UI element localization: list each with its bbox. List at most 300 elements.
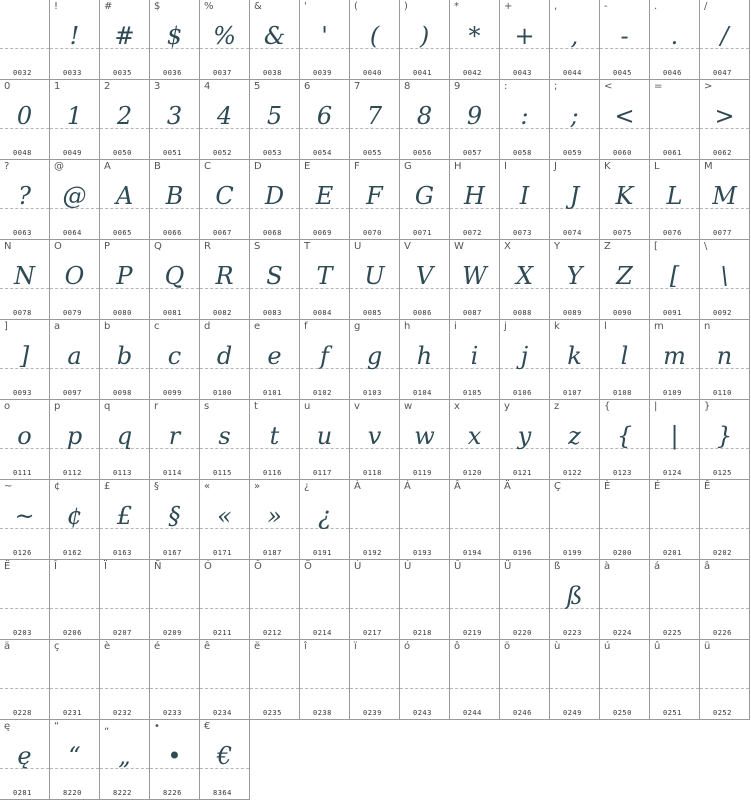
glyph-char-label: r [154,401,159,412]
glyph-sample: ę [17,742,32,770]
glyph-code: 0084 [313,309,332,317]
glyph-char-label: 8 [404,81,411,92]
glyph-cell [700,480,750,560]
glyph-cell [650,320,700,400]
glyph-sample: T [316,262,333,290]
glyph-sample: v [367,422,382,450]
glyph-cell [300,240,350,320]
glyph-code: 0039 [313,69,332,77]
glyph-cell [150,640,200,720]
glyph-char-label: # [104,1,113,12]
glyph-sample: , [570,22,579,50]
glyph-cell [250,0,300,80]
glyph-sample: : [520,102,529,130]
glyph-code: 0067 [213,229,232,237]
glyph-code: 8226 [163,789,182,797]
glyph-char-label: O [54,241,62,252]
glyph-cell [50,0,100,80]
glyph-code: 0228 [13,709,32,717]
glyph-code: 0116 [263,469,282,477]
glyph-sample: ) [419,22,430,50]
glyph-cell [250,560,300,640]
glyph-cell [100,400,150,480]
glyph-char-label: [ [654,241,658,252]
glyph-sample: F [366,182,383,210]
glyph-cell [350,560,400,640]
glyph-sample: S [266,262,283,290]
glyph-cell [0,720,50,800]
glyph-cell [250,240,300,320]
glyph-sample: 4 [216,102,233,130]
glyph-cell [200,160,250,240]
glyph-cell [300,320,350,400]
glyph-code: 0193 [413,549,432,557]
glyph-cell [150,240,200,320]
glyph-code: 0041 [413,69,432,77]
glyph-cell [450,0,500,80]
glyph-cell [600,80,650,160]
glyph-code: 0224 [613,629,632,637]
glyph-sample: e [267,342,282,370]
glyph-code: 0114 [163,469,182,477]
glyph-char-label: S [254,241,261,252]
glyph-char-label: € [204,721,211,732]
glyph-code: 0246 [513,709,532,717]
glyph-code: 0252 [713,709,732,717]
glyph-char-label: g [354,321,361,332]
glyph-cell [650,400,700,480]
glyph-cell [500,640,550,720]
glyph-cell [700,160,750,240]
glyph-sample [650,494,699,538]
glyph-char-label: X [504,241,511,252]
glyph-code: 0234 [213,709,232,717]
glyph-char-label: Ñ [154,561,162,572]
glyph-char-label: 7 [354,81,361,92]
glyph-char-label: Ö [304,561,312,572]
glyph-sample: P [116,262,133,290]
glyph-code: 0081 [163,309,182,317]
glyph-cell [100,560,150,640]
glyph-cell [150,160,200,240]
glyph-char-label: £ [104,481,111,492]
glyph-cell [650,240,700,320]
glyph-char-label: - [604,1,608,12]
glyph-code: 0040 [363,69,382,77]
glyph-char-label: H [454,161,462,172]
glyph-sample: k [567,342,582,370]
glyph-sample: * [468,22,481,50]
glyph-char-label: c [154,321,160,332]
glyph-sample: d [216,342,233,370]
glyph-cell [300,480,350,560]
glyph-sample: n [716,342,733,370]
glyph-sample [650,654,699,698]
glyph-cell [0,0,50,80]
glyph-code: 0045 [613,69,632,77]
glyph-char-label: ô [454,641,461,652]
glyph-char-label: b [104,321,111,332]
glyph-sample [0,654,49,698]
glyph-char-label: , [554,1,558,12]
glyph-cell [250,320,300,400]
glyph-char-label: 4 [204,81,211,92]
glyph-char-label: } [704,401,711,412]
glyph-cell [150,80,200,160]
glyph-char-label: Î [54,561,57,572]
glyph-cell [350,240,400,320]
glyph-sample: | [670,422,679,450]
glyph-code: 0239 [363,709,382,717]
glyph-cell [650,640,700,720]
glyph-code: 0089 [563,309,582,317]
glyph-code: 0066 [163,229,182,237]
glyph-char-label: C [204,161,211,172]
glyph-code: 0108 [613,389,632,397]
glyph-sample: u [316,422,333,450]
glyph-sample: 7 [366,102,383,130]
glyph-code: 0171 [213,549,232,557]
glyph-char-label: ! [54,1,59,12]
glyph-code: 0091 [663,309,682,317]
glyph-code: 0207 [113,629,132,637]
glyph-char-label: + [504,1,513,12]
glyph-sample: W [462,262,487,290]
glyph-char-label: N [4,241,12,252]
glyph-sample: . [670,22,679,50]
glyph-code: 0065 [113,229,132,237]
glyph-cell [300,80,350,160]
glyph-cell [50,240,100,320]
glyph-char-label: < [604,81,613,92]
glyph-char-label: ¢ [54,481,61,492]
glyph-cell [600,160,650,240]
glyph-sample [0,574,49,618]
glyph-sample: - [620,22,629,50]
glyph-char-label: W [454,241,464,252]
glyph-char-label: ) [404,1,408,12]
glyph-cell [150,560,200,640]
glyph-code: 0194 [463,549,482,557]
glyph-sample: ¢ [66,502,83,530]
glyph-sample: m [663,342,686,370]
glyph-char-label: v [354,401,360,412]
glyph-char-label: î [304,641,307,652]
glyph-sample: 9 [466,102,483,130]
glyph-cell [100,720,150,800]
glyph-cell [250,400,300,480]
glyph-cell [200,640,250,720]
glyph-sample [250,654,299,698]
glyph-code: 8220 [63,789,82,797]
glyph-sample [300,654,349,698]
glyph-code: 0100 [213,389,232,397]
glyph-cell [500,560,550,640]
glyph-sample: + [514,22,535,50]
glyph-char-label: m [654,321,664,332]
glyph-code: 0092 [713,309,732,317]
glyph-cell [500,0,550,80]
glyph-code: 0232 [113,709,132,717]
glyph-char-label: * [454,1,459,12]
glyph-cell [200,720,250,800]
glyph-char-label: Ä [504,481,511,492]
glyph-char-label: û [654,641,661,652]
glyph-cell [300,640,350,720]
glyph-cell [550,0,600,80]
glyph-char-label: ü [704,641,711,652]
glyph-code: 8364 [213,789,232,797]
glyph-char-label: R [204,241,211,252]
glyph-char-label: è [104,641,111,652]
glyph-cell [100,640,150,720]
glyph-code: 0075 [613,229,632,237]
glyph-sample: z [568,422,581,450]
glyph-char-label: p [54,401,61,412]
glyph-sample [100,574,149,618]
glyph-char-label: \ [704,241,708,252]
glyph-char-label: » [254,481,261,492]
glyph-cell [50,80,100,160]
glyph-code: 0117 [313,469,332,477]
glyph-code: 0125 [713,469,732,477]
glyph-sample [350,574,399,618]
glyph-sample: B [165,182,184,210]
glyph-code: 0118 [363,469,382,477]
glyph-cell [650,560,700,640]
glyph-sample: 1 [66,102,83,130]
glyph-char-label: ù [554,641,561,652]
glyph-sample: a [67,342,82,370]
glyph-sample: M [712,182,737,210]
glyph-code: 0082 [213,309,232,317]
glyph-code: 0088 [513,309,532,317]
glyph-sample: l [620,342,629,370]
glyph-sample: x [467,422,482,450]
glyph-char-label: é [154,641,161,652]
glyph-char-label: ç [54,641,60,652]
glyph-code: 0036 [163,69,182,77]
glyph-cell [50,640,100,720]
glyph-sample: N [14,262,35,290]
glyph-cell [50,160,100,240]
glyph-sample: r [168,422,181,450]
glyph-char-label: P [104,241,111,252]
glyph-sample: I [519,182,530,210]
glyph-cell [450,480,500,560]
glyph-sample: 8 [416,102,433,130]
glyph-char-label: U [354,241,362,252]
glyph-cell [600,560,650,640]
glyph-sample [350,654,399,698]
glyph-char-label: / [704,1,708,12]
glyph-sample: R [215,262,234,290]
glyph-code: 0219 [463,629,482,637]
glyph-sample: & [263,22,286,50]
glyph-sample: $ [166,22,183,50]
glyph-char-label: Ó [204,561,212,572]
glyph-code: 0077 [713,229,732,237]
glyph-sample [700,574,749,618]
glyph-cell [350,640,400,720]
glyph-code: 0107 [563,389,582,397]
glyph-cell [450,400,500,480]
glyph-char-label: Ù [354,561,362,572]
glyph-char-label: T [304,241,311,252]
glyph-sample: p [66,422,83,450]
glyph-code: 0090 [613,309,632,317]
glyph-char-label: Û [454,561,462,572]
glyph-cell [300,0,350,80]
glyph-sample [100,654,149,698]
glyph-sample: Y [566,262,583,290]
glyph-char-label: % [204,1,214,12]
glyph-cell [400,480,450,560]
glyph-code: 0070 [363,229,382,237]
glyph-code: 0049 [63,149,82,157]
glyph-code: 0099 [163,389,182,397]
glyph-cell [350,0,400,80]
glyph-char-label: ; [554,81,558,92]
glyph-sample: » [267,502,282,530]
glyph-char-label: : [504,81,508,92]
glyph-sample: A [115,182,134,210]
glyph-sample [500,574,549,618]
glyph-code: 0064 [63,229,82,237]
glyph-code: 0104 [413,389,432,397]
glyph-cell [200,320,250,400]
glyph-cell [150,480,200,560]
glyph-code: 0043 [513,69,532,77]
glyph-sample: “ [68,742,81,770]
glyph-sample: c [167,342,182,370]
glyph-code: 0226 [713,629,732,637]
glyph-char-label: $ [154,1,161,12]
glyph-sample: G [414,182,435,210]
glyph-code: 0073 [513,229,532,237]
glyph-sample: o [17,422,32,450]
glyph-sample [400,574,449,618]
glyph-cell [0,560,50,640]
glyph-char-label: I [504,161,507,172]
glyph-sample: g [366,342,383,370]
glyph-code: 0093 [13,389,32,397]
glyph-cell [0,160,50,240]
glyph-sample: t [269,422,280,450]
glyph-char-label: K [604,161,611,172]
glyph-char-label: • [154,721,160,732]
glyph-cell [200,0,250,80]
glyph-char-label: y [504,401,510,412]
glyph-char-label: k [554,321,560,332]
glyph-code: 0251 [663,709,682,717]
glyph-char-label: ? [4,161,10,172]
glyph-sample [50,654,99,698]
glyph-char-label: Á [404,481,411,492]
glyph-cell [350,160,400,240]
glyph-sample: E [315,182,334,210]
glyph-sample: « [217,502,232,530]
glyph-cell [650,480,700,560]
glyph-cell [350,80,400,160]
glyph-sample: Q [164,262,185,290]
glyph-code: 0068 [263,229,282,237]
glyph-cell [600,240,650,320]
glyph-sample: / [720,22,729,50]
glyph-sample [650,94,699,138]
glyph-code: 0167 [163,549,182,557]
glyph-cell [50,400,100,480]
glyph-char-label: V [404,241,411,252]
glyph-char-label: ó [404,641,411,652]
glyph-code: 0063 [13,229,32,237]
glyph-cell [600,400,650,480]
glyph-code: 0119 [413,469,432,477]
glyph-cell [550,560,600,640]
glyph-cell [500,400,550,480]
glyph-char-label: 6 [304,81,311,92]
glyph-sample [350,494,399,538]
glyph-code: 0162 [63,549,82,557]
glyph-char-label: ę [4,721,11,732]
glyph-char-label: A [104,161,111,172]
glyph-char-label: 5 [254,81,261,92]
glyph-code: 0123 [613,469,632,477]
glyph-sample [550,494,599,538]
glyph-cell [400,0,450,80]
glyph-char-label: ë [254,641,261,652]
glyph-char-label: â [704,561,711,572]
glyph-cell [150,400,200,480]
glyph-sample [500,494,549,538]
glyph-sample: J [569,182,580,210]
glyph-char-label: á [654,561,661,572]
glyph-sample: y [517,422,532,450]
glyph-cell [400,400,450,480]
glyph-code: 0035 [113,69,132,77]
glyph-code: 0051 [163,149,182,157]
glyph-code: 0106 [513,389,532,397]
glyph-char-label: o [4,401,11,412]
glyph-char-label: “ [54,721,60,732]
glyph-code: 0238 [313,709,332,717]
glyph-sample: L [666,182,683,210]
glyph-cell [700,80,750,160]
glyph-sample: D [264,182,285,210]
glyph-sample [450,654,499,698]
glyph-char-label: d [204,321,211,332]
glyph-sample: b [116,342,133,370]
glyph-cell [600,320,650,400]
glyph-char-label: § [154,481,159,492]
glyph-cell [50,320,100,400]
glyph-cell [550,320,600,400]
glyph-sample [250,574,299,618]
glyph-code: 0059 [563,149,582,157]
glyph-cell [100,80,150,160]
glyph-code: 0124 [663,469,682,477]
glyph-code: 0048 [13,149,32,157]
glyph-char-label: a [54,321,61,332]
glyph-cell [250,480,300,560]
glyph-cell [550,240,600,320]
glyph-cell [150,320,200,400]
glyph-char-label: 3 [154,81,161,92]
glyph-code: 0235 [263,709,282,717]
glyph-sample [50,574,99,618]
glyph-sample [400,654,449,698]
glyph-sample [0,14,49,58]
